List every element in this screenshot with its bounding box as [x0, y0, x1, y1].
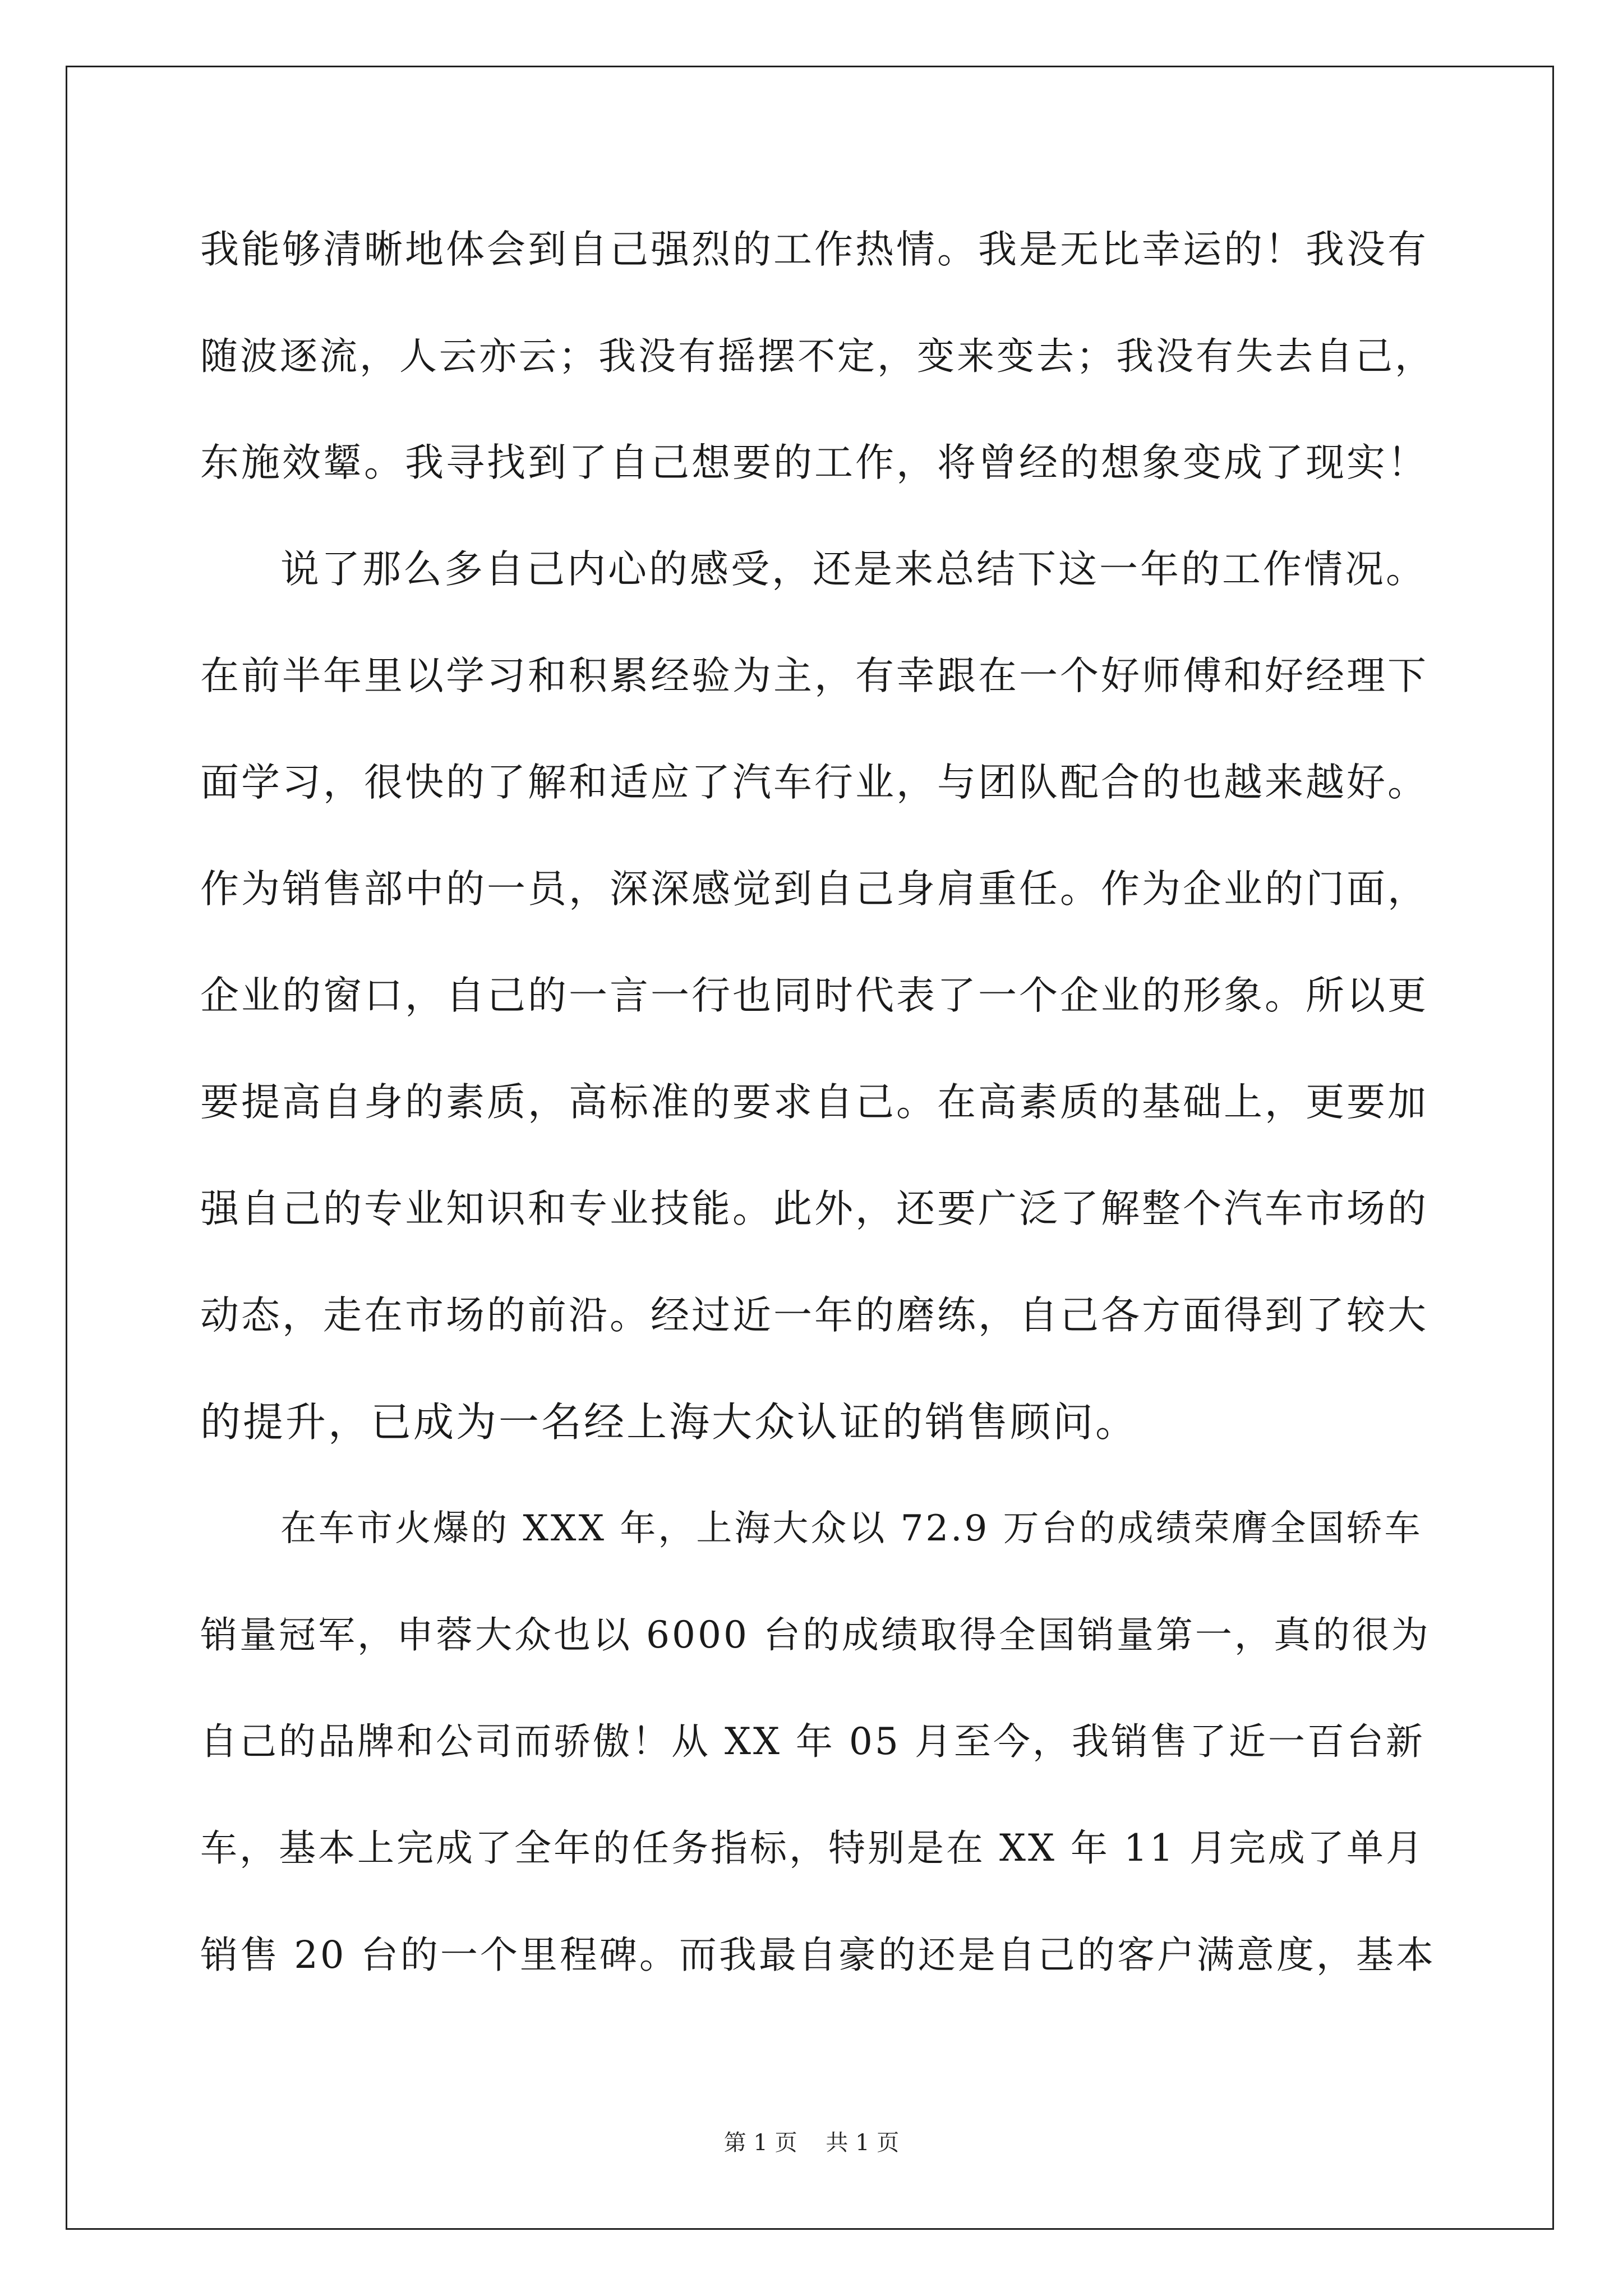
text-line: 销售 20 台的一个里程碑。而我最自豪的还是自己的客户满意度，基本 [200, 1933, 1436, 1977]
text-line: 企业的窗口，自己的一言一行也同时代表了一个企业的形象。所以更 [200, 973, 1428, 1018]
text-line: 销量冠军，申蓉大众也以 6000 台的成绩取得全国销量第一，真的很为 [200, 1613, 1431, 1657]
text-line: 在车市火爆的 XXX 年，上海大众以 72.9 万台的成绩荣膺全国轿车 [280, 1508, 1423, 1549]
text-line: 作为销售部中的一员，深深感觉到自己身肩重任。作为企业的门面， [200, 867, 1428, 912]
text-line: 自己的品牌和公司而骄傲！从 XX 年 05 月至今，我销售了近一百台新 [200, 1720, 1425, 1763]
text-line: 东施效颦。我寻找到了自己想要的工作，将曾经的想象变成了现实！ [200, 440, 1428, 485]
text-line: 在前半年里以学习和积累经验为主，有幸跟在一个好师傅和好经理下 [200, 654, 1428, 698]
text-line: 强自己的专业知识和专业技能。此外，还要广泛了解整个汽车市场的 [200, 1186, 1428, 1231]
text-line: 的提升，已成为一名经上海大众认证的销售顾问。 [200, 1398, 1138, 1446]
text-line: 说了那么多自己内心的感受，还是来总结下这一年的工作情况。 [280, 547, 1427, 592]
text-line: 动态，走在市场的前沿。经过近一年的磨练，自己各方面得到了较大 [200, 1293, 1428, 1338]
text-line: 我能够清晰地体会到自己强烈的工作热情。我是无比幸运的！我没有 [200, 227, 1428, 272]
page-border [66, 66, 1554, 2230]
text-line: 车，基本上完成了全年的任务指标，特别是在 XX 年 11 月完成了单月 [200, 1826, 1425, 1870]
page-footer: 第 1 页 共 1 页 [723, 2130, 900, 2156]
text-line: 面学习，很快的了解和适应了汽车行业，与团队配合的也越来越好。 [200, 760, 1428, 805]
text-line: 随波逐流，人云亦云；我没有摇摆不定，变来变去；我没有失去自己， [200, 334, 1435, 378]
text-line: 要提高自身的素质，高标准的要求自己。在高素质的基础上，更要加 [200, 1080, 1428, 1125]
